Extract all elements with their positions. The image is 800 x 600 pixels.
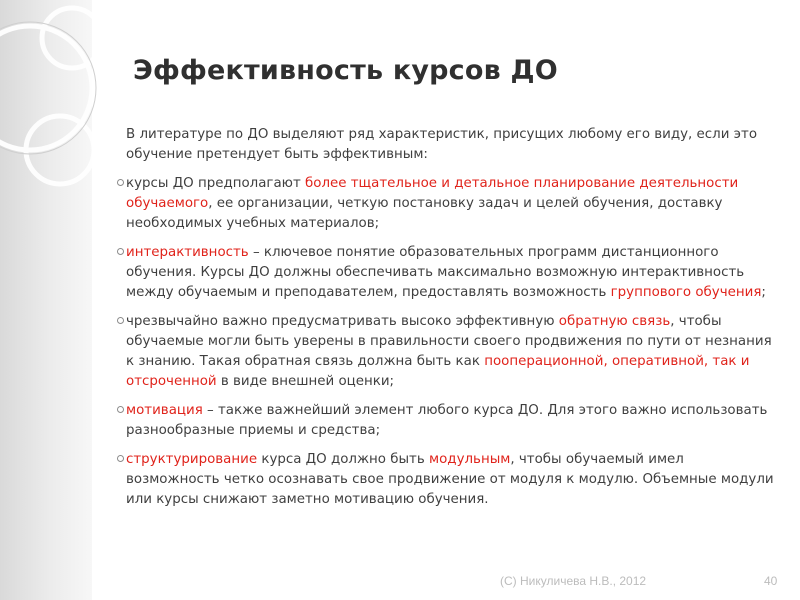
bullet-item [117, 401, 777, 441]
bullet-item [117, 450, 777, 510]
bullet-list [117, 174, 777, 510]
bullet-icon [117, 455, 124, 462]
slide-body [117, 125, 777, 519]
bullet-icon [117, 179, 124, 186]
bullet-item [117, 243, 777, 303]
highlighted-text: группового обучения [610, 285, 762, 300]
highlighted-text: мотивация [126, 403, 203, 418]
item-text: , ее организации, четкую постановку задач и целей обучения, доставку необходимых учебных материалов; [126, 196, 723, 231]
page-number: 40 [764, 574, 778, 588]
decorative-ring-small [42, 8, 102, 68]
highlighted-text: модульным [429, 452, 511, 467]
item-text: – также важнейший элемент любого курса ДО. Для этого важно использовать разнообразные приемы и средства; [126, 403, 768, 438]
highlighted-text: пооперационной, оперативной, так и отсроченной [126, 354, 750, 389]
item-text: чрезвычайно важно предусматривать высоко эффективную [126, 314, 559, 329]
bullet-icon [117, 248, 124, 255]
highlighted-text: более тщательное и детальное планирование деятельности обучаемого [126, 176, 739, 211]
item-text: курса ДО должно быть [257, 452, 430, 467]
bullet-icon [117, 406, 124, 413]
bullet-item [117, 174, 777, 234]
item-text: курсы ДО предполагают [126, 176, 305, 191]
decorative-ring-outline [0, 22, 96, 154]
bullet-icon [117, 317, 124, 324]
highlighted-text: обратную связь [558, 314, 671, 329]
footer-copyright: (C) Никуличева Н.В., 2012 [500, 574, 647, 588]
bullet-item [117, 312, 777, 392]
item-text: ; [761, 285, 766, 300]
item-text: , чтобы обучаемый имел возможность четко осознавать свое продвижение от модуля к модулю. Объемные модули или курсы снижают заметно мотивацию обучения. [126, 452, 774, 507]
highlighted-text: интерактивность [126, 245, 249, 260]
intro-paragraph: В литературе по ДО выделяют ряд характеристик, присущих любому его виду, если это обучение претендует быть эффективным: [126, 127, 758, 162]
decorative-ring-large [0, 26, 92, 150]
highlighted-text: структурирование [126, 452, 258, 467]
slide-title: Эффективность курсов ДО [133, 55, 558, 86]
item-text: – ключевое понятие образовательных программ дистанционного обучения. Курсы ДО должны обеспечивать максимально возможную интерактивность между обучаемым и преподавателем, предоставлять возможность [126, 245, 745, 300]
item-text: , чтобы обучаемые могли быть уверены в правильности своего продвижения по пути от незнания к знанию. Такая обратная связь должна быть как [126, 314, 772, 369]
item-text: в виде внешней оценки; [216, 374, 395, 389]
